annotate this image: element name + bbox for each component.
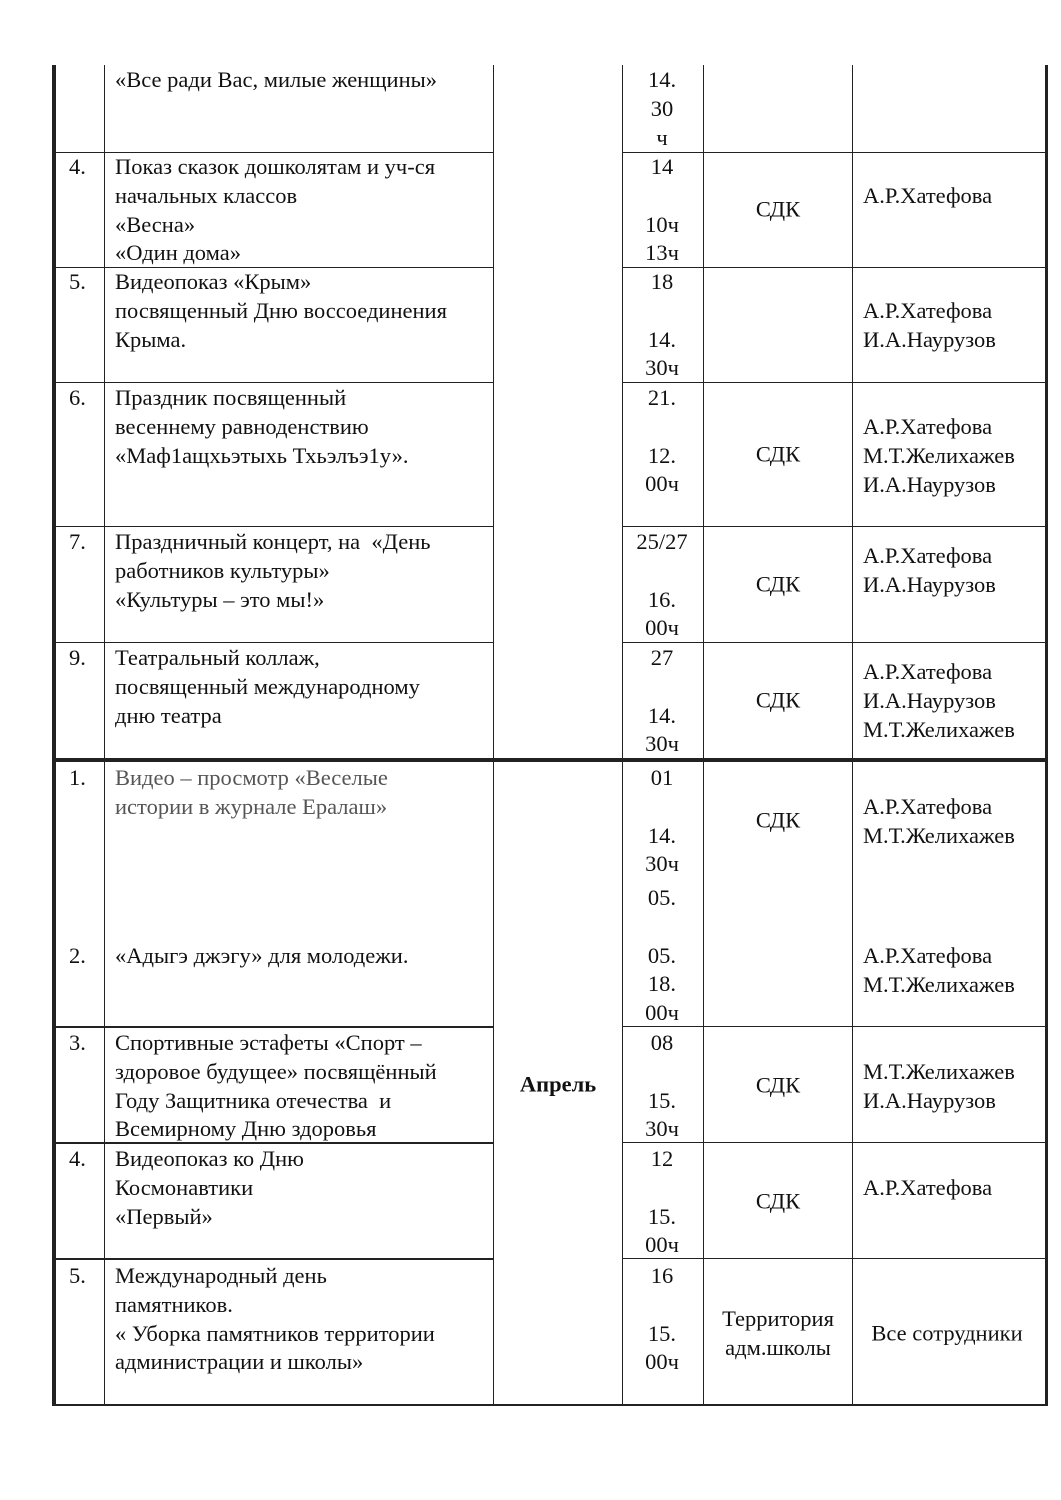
row-divider — [56, 1026, 493, 1028]
event-cell: Спортивные эстафеты «Спорт – здоровое будущее» посвящённый Году Защитника отечества и Всемирному Дню здоровья — [115, 1030, 437, 1142]
responsible-cell: А.Р.Хатефова И.А.Наурузов М.Т.Желихажев — [863, 659, 1015, 742]
responsible-cell: А.Р.Хатефова — [863, 183, 993, 208]
row-divider — [56, 382, 493, 383]
row-number: 9. — [69, 645, 86, 670]
responsible-cell: А.Р.Хатефова — [863, 1175, 993, 1200]
date-time-cell: 12 15. 00ч — [645, 1146, 679, 1258]
responsible-cell: А.Р.Хатефова М.Т.Желихажев — [863, 943, 1015, 997]
table-border-right — [1045, 65, 1048, 1406]
date-time-cell: 27 14. 30ч — [645, 645, 679, 757]
date-time-cell: 18 14. 30ч — [645, 269, 679, 381]
event-cell: Видео – просмотр «Веселые истории в журнале Ералаш» — [115, 765, 388, 819]
responsible-cell: А.Р.Хатефова М.Т.Желихажев — [863, 794, 1015, 848]
responsible-cell: М.Т.Желихажев И.А.Наурузов — [863, 1059, 1015, 1113]
table-border-bottom — [52, 1404, 1048, 1406]
date-time-cell: 16 15. 00ч — [645, 1263, 679, 1375]
place-cell: СДК — [755, 196, 801, 222]
event-cell: Международный день памятников. « Уборка памятников территории администрации и школы» — [115, 1263, 435, 1375]
event-cell: Видеопоказ ко Дню Космонавтики «Первый» — [115, 1146, 304, 1229]
date-time-cell: 14. 30 ч — [647, 67, 677, 150]
responsible-cell: Все сотрудники — [871, 1320, 1023, 1346]
section-divider — [52, 758, 1048, 762]
responsible-cell: А.Р.Хатефова И.А.Наурузов — [863, 298, 996, 352]
event-cell: «Адыгэ джэгу» для молодежи. — [115, 943, 409, 968]
event-cell: Праздничный концерт, на «День работников культуры» «Культуры – это мы!» — [115, 529, 431, 612]
row-number: 3. — [69, 1030, 86, 1055]
date-time-cell: 05. 05. 18. 00ч — [645, 885, 679, 1026]
date-time-cell: 14 10ч 13ч — [645, 154, 679, 266]
row-divider — [622, 1142, 1045, 1143]
place-cell: СДК — [755, 1188, 801, 1214]
row-divider — [56, 642, 493, 643]
date-time-cell: 08 15. 30ч — [645, 1030, 679, 1142]
row-number: 6. — [69, 385, 86, 410]
date-time-cell: 01 14. 30ч — [645, 765, 679, 877]
place-cell: СДК — [755, 441, 801, 467]
row-divider — [56, 526, 493, 527]
row-divider — [622, 267, 1045, 268]
row-number: 5. — [69, 269, 86, 294]
row-number: 1. — [69, 765, 86, 790]
responsible-cell: А.Р.Хатефова И.А.Наурузов — [863, 543, 996, 597]
row-divider — [622, 152, 1045, 153]
month-label: Апрель — [519, 1071, 597, 1097]
place-cell: СДК — [755, 807, 801, 833]
column-divider — [493, 65, 494, 1406]
date-time-cell: 25/27 16. 00ч — [636, 529, 688, 641]
row-divider — [56, 1258, 493, 1260]
date-time-cell: 21. 12. 00ч — [645, 385, 679, 497]
row-divider — [622, 382, 1045, 383]
row-number: 4. — [69, 154, 86, 179]
event-cell: Праздник посвященный весеннему равноденствию «Маф1ащхьэтыхь Тхьэлъэ1у». — [115, 385, 409, 468]
place-cell: Территория адм.школы — [722, 1306, 834, 1360]
row-number: 4. — [69, 1146, 86, 1171]
event-cell: Видеопоказ «Крым» посвященный Дню воссоединения Крыма. — [115, 269, 447, 352]
row-divider — [622, 1258, 1045, 1259]
row-number: 2. — [69, 943, 86, 968]
responsible-cell: А.Р.Хатефова М.Т.Желихажев И.А.Наурузов — [863, 414, 1015, 497]
event-cell: Показ сказок дошколятам и уч-ся начальных классов «Весна» «Один дома» — [115, 154, 436, 266]
event-cell: «Все ради Вас, милые женщины» — [115, 67, 437, 92]
place-cell: СДК — [755, 571, 801, 597]
event-cell: Театральный коллаж, посвященный международному дню театра — [115, 645, 420, 728]
row-number: 5. — [69, 1263, 86, 1288]
row-divider — [622, 526, 1045, 527]
row-number: 7. — [69, 529, 86, 554]
row-divider — [622, 1026, 1045, 1027]
place-cell: СДК — [755, 1072, 801, 1098]
place-cell: СДК — [755, 687, 801, 713]
